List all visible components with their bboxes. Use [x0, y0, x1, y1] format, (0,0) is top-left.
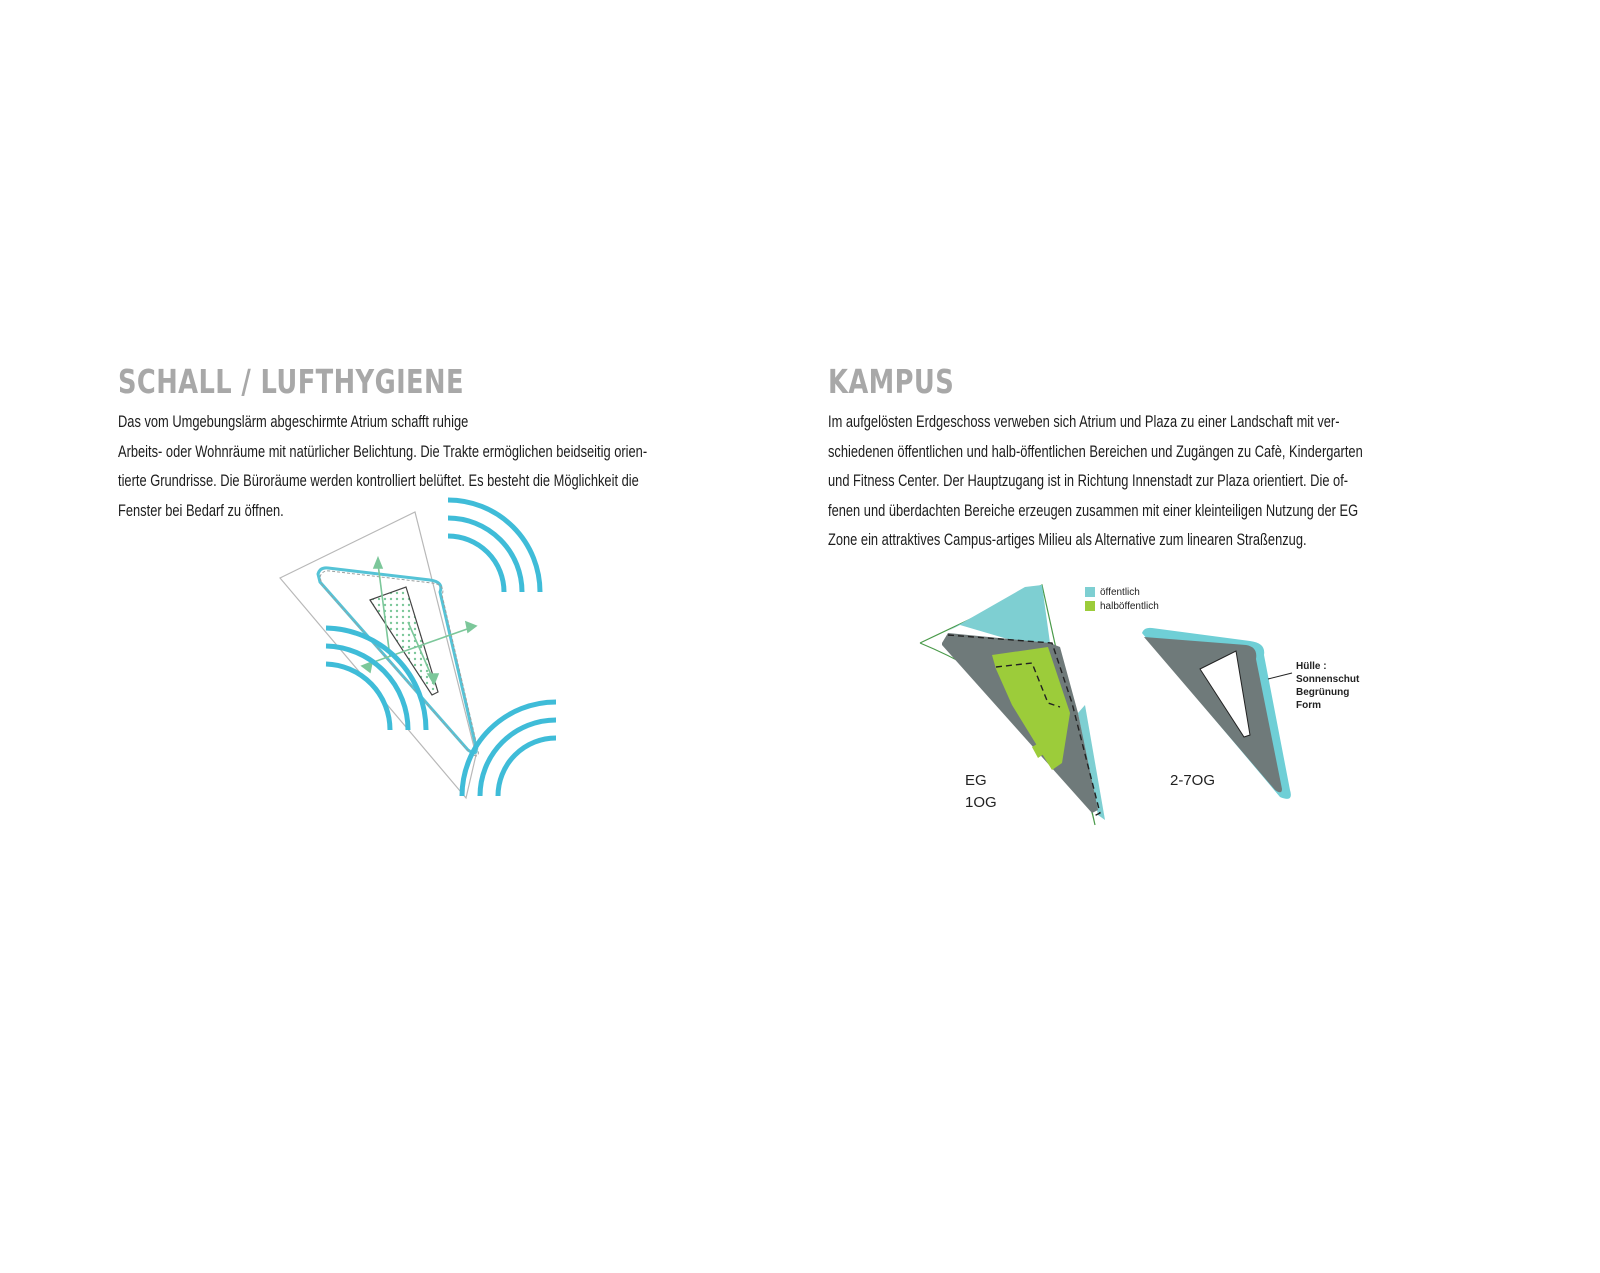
paragraph-line: Zone ein attraktives Campus-artiges Milieu als Alternative zum linearen Straßenzug.	[828, 531, 1307, 549]
legend-swatch-public	[1085, 587, 1095, 597]
plan-upper	[1142, 628, 1360, 799]
legend-swatch-semipublic	[1085, 601, 1095, 611]
note-line: Begrünung	[1296, 687, 1350, 698]
note-line: Hülle :	[1296, 661, 1327, 672]
note-line: Form	[1296, 700, 1321, 711]
paragraph-line: Fenster bei Bedarf zu öffnen.	[118, 501, 284, 520]
heading-schall: SCHALL / LUFTHYGIENE	[118, 362, 464, 401]
paragraph-line: schiedenen öffentlichen und halb-öffentlichen Bereichen und Zugängen zu Cafè, Kindergarten	[828, 442, 1363, 461]
site-outline	[280, 512, 476, 798]
plan-eg	[920, 585, 1105, 825]
section-kampus	[828, 362, 1508, 556]
paragraph-line: Das vom Umgebungslärm abgeschirmte Atrium schafft ruhige	[118, 413, 469, 431]
paragraph-line: fenen und überdachten Bereiche erzeugen zusammen mit einer kleinteiligen Nutzung der EG	[828, 501, 1359, 520]
note-line: Sonnenschut	[1296, 674, 1360, 685]
floor-label-1og: 1OG	[965, 794, 997, 811]
floor-label-upper: 2-7OG	[1170, 772, 1216, 789]
note-leader	[1268, 673, 1292, 679]
legend	[1085, 587, 1159, 612]
heading-kampus: KAMPUS	[828, 362, 955, 401]
legend-label-semipublic: halböffentlich	[1100, 601, 1159, 612]
paragraph-line: und Fitness Center. Der Hauptzugang ist in Richtung Innenstadt zur Plaza orientiert. Die of-	[828, 472, 1349, 490]
paragraph-kampus	[828, 408, 1507, 556]
legend-label-public: öffentlich	[1100, 587, 1140, 598]
floor-label-eg: EG	[965, 772, 987, 789]
diagram-schall	[280, 512, 580, 842]
diagram-kampus	[920, 585, 1420, 845]
paragraph-line: Im aufgelösten Erdgeschoss verweben sich Atrium und Plaza zu einer Landschaft mit ver-	[828, 413, 1340, 431]
paragraph-line: tierte Grundrisse. Die Büroräume werden kontrolliert belüftet. Es besteht die Möglichkeit die	[118, 472, 639, 490]
paragraph-schall	[118, 408, 797, 526]
paragraph-line: Arbeits- oder Wohnräume mit natürlicher Belichtung. Die Trakte ermöglichen beidseitig orien-	[118, 442, 648, 461]
noise-waves	[326, 500, 556, 796]
